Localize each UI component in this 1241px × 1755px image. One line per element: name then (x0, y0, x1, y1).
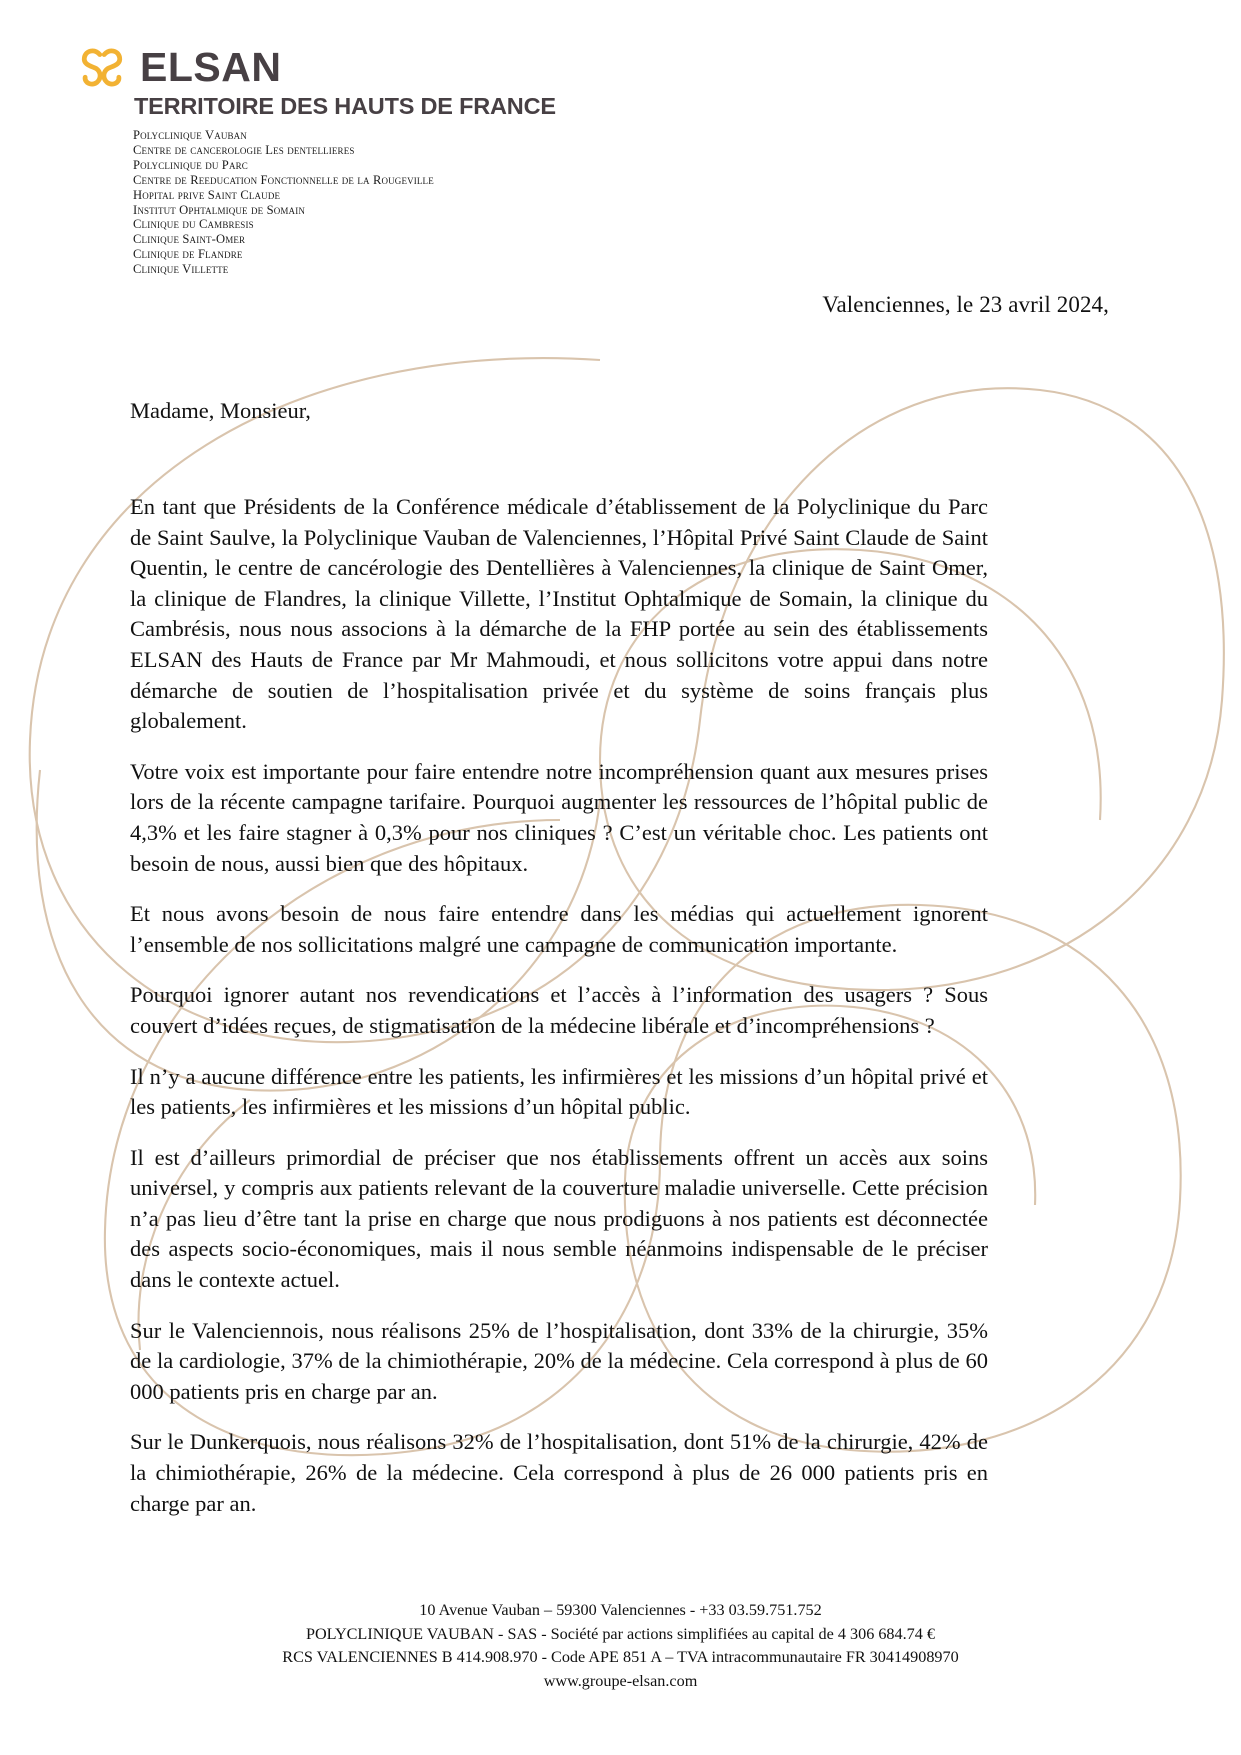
clinic-list-item: Clinique de Flandre (133, 247, 243, 262)
clinic-list-item: Centre de cancerologie Les dentellieres (133, 142, 355, 157)
clinic-list-item: Clinique du Cambresis (133, 217, 254, 232)
clinic-list-item: Institut Ophtalmique de Somain (133, 202, 306, 217)
footer-address: 10 Avenue Vauban – 59300 Valenciennes - +33 03.59.751.752 (419, 1601, 822, 1619)
body-paragraph: Il est d’ailleurs primordial de préciser que nos établissements offrent un accès aux soins universel, y compris aux patients relevant de la couverture maladie universelle. Cette précision n’a pas lieu d’être tant la prise en charge que nous prodiguons à nos patients est déconnectée des aspects socio-économiques, mais il nous semble néanmoins indispensable de le préciser dans le contexte actuel. (130, 1144, 988, 1293)
body-paragraph: Votre voix est importante pour faire entendre notre incompréhension quant aux mesures prises lors de la récente campagne tarifaire. Pourquoi augmenter les ressources de l’hôpital public de 4,3% et les faire stagner à 0,3% pour nos cliniques ? C’est un véritable choc. Les patients ont besoin de nous, aussi bien que des hôpitaux. (130, 758, 988, 876)
clinic-list-item: Clinique Villette (133, 262, 229, 277)
body-paragraph: Sur le Valenciennois, nous réalisons 25% de l’hospitalisation, dont 33% de la chirurgie, 35% de la cardiologie, 37% de la chimiothérapie, 20% de la médecine. Cela correspond à plus de 60 000 patients pris en charge par an. (130, 1317, 988, 1404)
brand-logo (80, 45, 281, 89)
dateline: Valenciennes, le 23 avril 2024, (822, 292, 1109, 317)
page-footer (0, 1599, 1241, 1693)
salutation: Madame, Monsieur, (130, 398, 311, 423)
footer-legal-entity: POLYCLINIQUE VAUBAN - SAS - Société par actions simplifiées au capital de 4 306 684.74 € (305, 1624, 935, 1643)
brand-territory: TERRITOIRE DES HAUTS DE FRANCE (134, 93, 556, 119)
clinic-list (133, 128, 434, 277)
clinic-list-item: Polyclinique du Parc (133, 157, 248, 172)
body-paragraph: Et nous avons besoin de nous faire entendre dans les médias qui actuellement ignorent l’ensemble de nos sollicitations malgré une campagne de communication importante. (130, 901, 988, 957)
body-paragraph: Pourquoi ignorer autant nos revendications et l’accès à l’information des usagers ? Sous couvert d’idées reçues, de stigmatisation de la médecine libérale et d’incompréhensions ? (130, 982, 988, 1038)
body-paragraph: Il n’y a aucune différence entre les patients, les infirmières et les missions d’un hôpital privé et les patients, les infirmières et les missions d’un hôpital public. (130, 1063, 988, 1120)
clinic-list-item: Centre de Reeducation Fonctionnelle de la Rougeville (133, 172, 434, 187)
body-paragraph: En tant que Présidents de la Conférence médicale d’établissement de la Polyclinique du Parc de Saint Saulve, la Polyclinique Vauban de Valenciennes, l’Hôpital Privé Saint Claude de Saint Quentin, le centre de cancérologie des Dentellières à Valenciennes, la clinique de Saint Omer, la clinique de Flandres, la clinique Villette, l’Institut Ophtalmique de Somain, la clinique du Cambrésis, nous nous associons à la démarche de la FHP portée au sein des établissements ELSAN des Hauts de France par Mr Mahmoudi, et nous sollicitons votre appui dans notre démarche de soutien de l’hospitalisation privée et du système de soins français plus globalement. (130, 494, 988, 734)
body-paragraph: Sur le Dunkerquois, nous réalisons 32% de l’hospitalisation, dont 51% de la chirurgie, 42% de la chimiothérapie, 26% de la médecine. Cela correspond à plus de 26 000 patients pris en charge par an. (130, 1429, 988, 1516)
footer-website: www.groupe-elsan.com (543, 1671, 698, 1690)
elsan-butterfly-icon (80, 45, 124, 89)
brand-wordmark: ELSAN (140, 43, 282, 90)
footer-registration: RCS VALENCIENNES B 414.908.970 - Code APE 851 A – TVA intracommunautaire FR 30414908970 (282, 1648, 959, 1666)
clinic-list-item: Polyclinique Vauban (133, 128, 247, 142)
letter-body (130, 396, 988, 1519)
clinic-list-item: Clinique Saint-Omer (133, 232, 246, 247)
clinic-list-item: Hopital prive Saint Claude (133, 187, 281, 202)
